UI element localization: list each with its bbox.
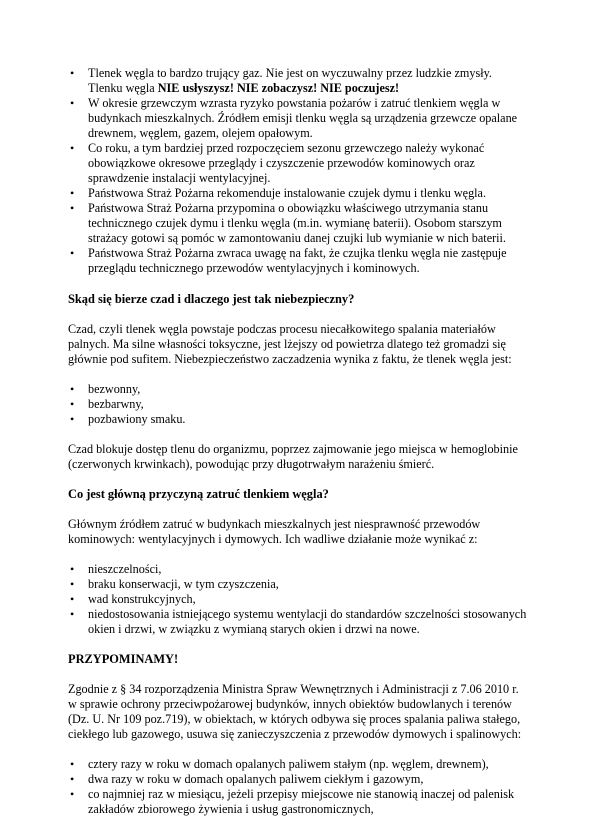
list-item: • braku konserwacji, w tym czyszczenia, [68, 577, 528, 592]
section-heading-cause: Co jest główną przyczyną zatruć tlenkiem węgla? [68, 487, 329, 501]
warning-emphasis: NIE usłyszysz! NIE zobaczysz! NIE poczujesz! [157, 81, 400, 95]
list-item: • nieszczelności, [68, 562, 528, 577]
intro-item: • Państwowa Straż Pożarna przypomina o obowiązku właściwego utrzymania stanu technicznego czujek dymu i tlenku węgla (m.in. wymianę baterii). Osobom starszym strażacy gotowi są pomóc w zamontowaniu danej czujki lub wymianie w nich baterii. [68, 201, 528, 246]
list-item: • co najmniej raz w miesiącu, jeżeli przepisy miejscowe nie stanowią inaczej od palenisk zakładów zbiorowego żywienia i usług gastronomicznych, [68, 787, 528, 817]
list-item: • bezwonny, [68, 382, 528, 397]
intro-item: • Państwowa Straż Pożarna rekomenduje instalowanie czujek dymu i tlenku węgla. [68, 186, 528, 201]
intro-item: • W okresie grzewczym wzrasta ryzyko powstania pożarów i zatruć tlenkiem węgla w budynkach mieszkalnych. Źródłem emisji tlenku węgla są urządzenia grzewcze opalane drewnem, węglem, gazem, olejem opałowym. [68, 96, 528, 141]
intro-item: • Państwowa Straż Pożarna zwraca uwagę na fakt, że czujka tlenku węgla nie zastępuje przeglądu technicznego przewodów wentylacyjnych i kominowych. [68, 246, 528, 276]
list-item: • bezbarwny, [68, 397, 528, 412]
section-heading-origin: Skąd się bierze czad i dlaczego jest tak niebezpieczny? [68, 292, 355, 306]
section-heading-reminder: PRZYPOMINAMY! [68, 652, 179, 666]
cleaning-schedule-list [68, 757, 528, 817]
section-paragraph: Głównym źródłem zatruć w budynkach mieszkalnych jest niesprawność przewodów kominowych: wentylacyjnych i dymowych. Ich wadliwe działanie może wynikać z: [68, 517, 481, 546]
properties-list [68, 382, 528, 427]
intro-item: • Co roku, a tym bardziej przed rozpoczęciem sezonu grzewczego należy wykonać obowiązkowe okresowe przeglądy i czyszczenie przewodów kominowych oraz sprawdzenie instalacji wentylacyjnej. [68, 141, 528, 186]
causes-list [68, 562, 528, 637]
list-item: • wad konstrukcyjnych, [68, 592, 528, 607]
list-item: • cztery razy w roku w domach opalanych paliwem stałym (np. węglem, drewnem), [68, 757, 528, 772]
list-item: • niedostosowania istniejącego systemu wentylacji do standardów szczelności stosowanych okien i drzwi, w związku z wymianą starych okien i drzwi na nowe. [68, 607, 528, 637]
intro-bullet-list [68, 66, 528, 276]
intro-item: • Tlenek węgla to bardzo trujący gaz. Nie jest on wyczuwalny przez ludzkie zmysły. Tlenku węgla NIE usłyszysz! NIE zobaczysz! NIE poczujesz! [68, 66, 528, 96]
section-paragraph: Zgodnie z § 34 rozporządzenia Ministra Spraw Wewnętrznych i Administracji z 7.06 2010 r. w sprawie ochrony przeciwpożarowej budynków, innych obiektów budowlanych i terenów (Dz. U. Nr 109 poz.719), w obiektach, w których odbywa się proces spalania paliwa stałego, ciekłego lub gazowego, usuwa się zanieczyszczenia z przewodów dymowych i spalinowych: [68, 682, 522, 741]
list-item: • pozbawiony smaku. [68, 412, 528, 427]
document-content [68, 66, 528, 817]
list-item: • dwa razy w roku w domach opalanych paliwem ciekłym i gazowym, [68, 772, 528, 787]
section-paragraph: Czad, czyli tlenek węgla powstaje podczas procesu niecałkowitego spalania materiałów palnych. Ma silne własności toksyczne, jest lżejszy od powietrza dlatego też gromadzi się głównie pod sufitem. Niebezpieczeństwo zaczadzenia wynika z faktu, że tlenek węgla jest: [68, 322, 512, 366]
section-paragraph: Czad blokuje dostęp tlenu do organizmu, poprzez zajmowanie jego miejsca w hemoglobinie (czerwonych krwinkach), powodując przy długotrwałym narażeniu śmierć. [68, 442, 518, 471]
